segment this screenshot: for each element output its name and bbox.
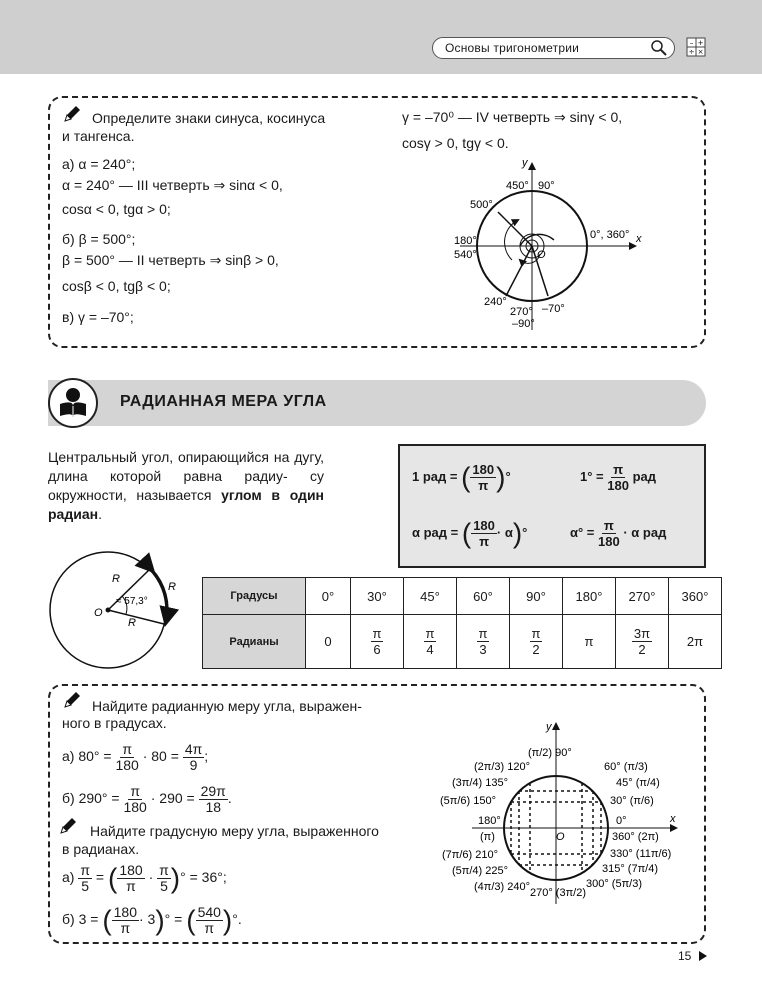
f4-left: α° = <box>570 524 595 540</box>
frac-num: 4π <box>184 740 203 757</box>
pencil-icon <box>62 690 82 710</box>
radian-cell <box>616 615 669 669</box>
paren: ( <box>186 904 196 936</box>
next-page-icon[interactable] <box>698 950 708 962</box>
radian-num: π <box>425 626 435 641</box>
frac-num: 29π <box>200 782 226 799</box>
origin-label: O <box>537 249 546 261</box>
frac-num: 180 <box>113 903 137 920</box>
f2-den: 180 <box>607 478 629 493</box>
angle-figure-1 <box>440 150 650 340</box>
solution-line <box>62 782 232 815</box>
label-330: 330° (11π/6) <box>610 848 672 860</box>
task-text: Найдите радианную меру угла, выражен- <box>92 698 362 714</box>
task-text: в радианах. <box>62 841 140 857</box>
radian-den: 2 <box>638 642 646 657</box>
radian-num: 3π <box>633 626 651 641</box>
pencil-icon <box>58 816 78 836</box>
expr-part: = <box>95 869 105 885</box>
f4-den: 180 <box>598 534 620 549</box>
expr-part: °. <box>232 911 242 927</box>
center-label: O <box>94 607 103 619</box>
label-minus90: –90° <box>512 318 535 330</box>
calculator-icon[interactable] <box>686 37 706 57</box>
svg-text:+: + <box>697 39 704 47</box>
f2-num: π <box>613 462 624 477</box>
degree-cell: 270° <box>616 578 669 615</box>
frac-den: 5 <box>81 877 90 894</box>
frac-den: 5 <box>160 877 168 894</box>
solution-line: β = 500° — II четверть ⇒ sinβ > 0, <box>62 252 279 268</box>
radius-2 <box>108 610 164 624</box>
label-450: 450° <box>506 180 529 192</box>
label-225: (5π/4) 225° <box>452 865 509 877</box>
radian-num: π <box>478 626 488 641</box>
radian-cell <box>404 615 457 669</box>
definition-end: . <box>98 506 102 522</box>
degree-cell: 45° <box>404 578 457 615</box>
search-field[interactable] <box>432 37 675 59</box>
solution-line: cosβ < 0, tgβ < 0; <box>62 278 171 294</box>
solution-line <box>62 902 242 937</box>
radian-value: π <box>584 634 594 649</box>
frac-num: π <box>159 861 169 878</box>
label-180: 180° <box>454 235 477 247</box>
expr-part: · <box>148 869 154 885</box>
header-cell: Градусы <box>203 578 306 615</box>
label-135: (3π/4) 135° <box>452 777 509 789</box>
label-500: 500° <box>470 199 493 211</box>
solution-line: γ = –70⁰ — IV четверть ⇒ sinγ < 0, <box>402 109 623 125</box>
paren: ( <box>107 862 118 894</box>
paren: ) <box>170 862 181 894</box>
f2-right: рад <box>632 468 657 484</box>
formula-1 <box>412 462 511 493</box>
frac-num: 540 <box>197 903 221 920</box>
label-pi: (π) <box>480 831 495 843</box>
solution-line <box>62 740 208 773</box>
degree-cell: 180° <box>563 578 616 615</box>
f3-num: 180 <box>473 518 495 533</box>
radian-den: 4 <box>426 642 434 657</box>
y-label: y <box>522 157 528 169</box>
unit-circle-figure <box>436 718 692 908</box>
label-90: 90° <box>538 180 555 192</box>
paren: ) <box>155 904 165 936</box>
frac-num: 180 <box>119 861 143 878</box>
frac-den: 180 <box>123 798 147 815</box>
paren: ) <box>512 517 523 549</box>
expr-part: . <box>227 790 232 806</box>
f4-num: π <box>603 518 614 533</box>
frac-num: π <box>130 782 140 799</box>
x-label: x <box>636 233 642 245</box>
definition-text <box>48 448 324 524</box>
task-text: ного в градусах. <box>62 715 167 731</box>
expr-part: б) 290° = <box>62 790 120 806</box>
label-0-360: 0°, 360° <box>590 229 630 241</box>
f3-den: π <box>479 534 490 549</box>
radian-den: 3 <box>479 642 487 657</box>
solution-line: cosα < 0, tgα > 0; <box>62 201 171 217</box>
angle-label: ≈ 57,3° <box>116 596 148 607</box>
radius-label-1: R <box>112 573 120 585</box>
solution-line: б) β = 500°; <box>62 231 136 247</box>
svg-text:–: – <box>689 39 694 47</box>
svg-text:×: × <box>697 48 704 56</box>
task-text: Найдите градусную меру угла, выраженного <box>90 823 379 839</box>
section-title: РАДИАННАЯ МЕРА УГЛА <box>120 393 327 410</box>
f1-deg: ° <box>505 468 511 484</box>
search-icon[interactable] <box>650 39 668 57</box>
svg-text:÷: ÷ <box>688 48 695 56</box>
origin-label: O <box>556 831 565 843</box>
label-minus70: –70° <box>542 303 565 315</box>
expr-part: · 80 = <box>142 748 179 764</box>
solution-line: в) γ = –70°; <box>62 309 134 325</box>
table-row <box>203 578 722 615</box>
page-number: 15 <box>678 949 692 963</box>
frac-num: π <box>80 861 91 878</box>
frac-num: π <box>122 740 132 757</box>
degree-cell: 90° <box>510 578 563 615</box>
radian-cell <box>351 615 404 669</box>
label-315: 315° (7π/4) <box>602 863 659 875</box>
radian-cell <box>669 615 722 669</box>
label-240: 240° <box>484 296 507 308</box>
expr-part: ° = 36°; <box>180 869 227 885</box>
degree-cell: 60° <box>457 578 510 615</box>
degree-cell: 0° <box>306 578 351 615</box>
task-text: Определите знаки синуса, косинуса <box>92 110 326 126</box>
expr-part: б) 3 = <box>62 911 99 927</box>
reader-badge <box>48 378 98 428</box>
radian-cell <box>306 615 351 669</box>
frac-den: 180 <box>115 756 139 773</box>
table-row <box>203 615 722 669</box>
label-0: 0° <box>616 815 627 827</box>
f4-right: · α рад <box>623 524 667 540</box>
radian-den: 2 <box>532 642 540 657</box>
radian-cell <box>563 615 616 669</box>
expr-part: ; <box>204 748 209 764</box>
radian-den: 6 <box>373 642 381 657</box>
paren: ) <box>496 461 506 493</box>
radian-num: π <box>372 626 382 641</box>
radian-value: 2π <box>686 634 704 649</box>
radian-circle-figure <box>46 548 196 690</box>
formula-4 <box>570 518 666 549</box>
formula-2 <box>580 462 656 493</box>
expr-part: а) <box>62 869 75 885</box>
paren: ) <box>222 904 233 936</box>
label-270: 270° <box>510 306 533 318</box>
radius-label-3: R <box>128 617 136 629</box>
label-150: (5π/6) 150° <box>440 795 497 807</box>
frac-den: π <box>204 919 215 936</box>
arc <box>152 570 167 622</box>
expr-part: · 290 = <box>150 790 195 806</box>
y-label: y <box>546 721 552 733</box>
formula-3 <box>412 518 527 549</box>
task-text: и тангенса. <box>62 128 135 144</box>
solution-line: а) α = 240°; <box>62 156 136 172</box>
f2-left: 1° = <box>580 468 604 484</box>
label-240: (4π/3) 240° <box>474 881 531 893</box>
definition-term: углом в один радиан <box>48 487 325 522</box>
f3-left: α рад = <box>412 524 459 540</box>
solution-line <box>62 860 227 895</box>
solution-line: α = 240° — III четверть ⇒ sinα < 0, <box>62 177 283 193</box>
frac-den: π <box>126 877 136 894</box>
label-60: 60° (π/3) <box>604 761 648 773</box>
label-360: 360° (2π) <box>612 831 659 843</box>
paren: ( <box>461 461 471 493</box>
degree-radian-table <box>202 577 722 669</box>
label-300: 300° (5π/3) <box>586 878 643 890</box>
formula-box <box>398 444 706 568</box>
degree-cell: 360° <box>669 578 722 615</box>
label-30: 30° (π/6) <box>610 795 654 807</box>
search-text: Основы тригонометрии <box>445 41 580 55</box>
f3-mul: · α <box>496 524 513 540</box>
f3-deg: ° <box>522 524 528 540</box>
x-label: x <box>670 813 676 825</box>
expr-part: а) 80° = <box>62 748 112 764</box>
solution-line: cosγ > 0, tgγ < 0. <box>402 135 509 151</box>
reader-icon <box>50 380 96 426</box>
frac-den: 18 <box>205 798 222 815</box>
degree-cell: 30° <box>351 578 404 615</box>
definition-part: Центральный угол, опирающийся на дугу, длина которой равна радиу- су окружности, называется <box>48 449 324 503</box>
label-540: 540° <box>454 249 477 261</box>
paren: ( <box>461 517 472 549</box>
label-180: 180° <box>478 815 501 827</box>
radian-num: π <box>531 626 541 641</box>
label-270: 270° (3π/2) <box>530 887 587 899</box>
label-90: (π/2) 90° <box>528 747 572 759</box>
header-cell: Радианы <box>203 615 306 669</box>
expr-part: · 3 <box>139 911 156 927</box>
expr-part: ° = <box>164 911 183 927</box>
radian-cell <box>510 615 563 669</box>
radian-cell <box>457 615 510 669</box>
label-45: 45° (π/4) <box>616 777 660 789</box>
f1-num: 180 <box>472 462 495 477</box>
paren: ( <box>102 904 112 936</box>
radius-label-2: R <box>168 581 176 593</box>
f1-den: π <box>478 478 489 493</box>
f1-left: 1 рад = <box>412 468 458 484</box>
frac-den: 9 <box>189 756 198 773</box>
label-210: (7π/6) 210° <box>442 849 499 861</box>
pencil-icon <box>62 104 82 124</box>
frac-den: π <box>120 919 131 936</box>
label-120: (2π/3) 120° <box>474 761 531 773</box>
radian-value: 0 <box>324 634 332 649</box>
